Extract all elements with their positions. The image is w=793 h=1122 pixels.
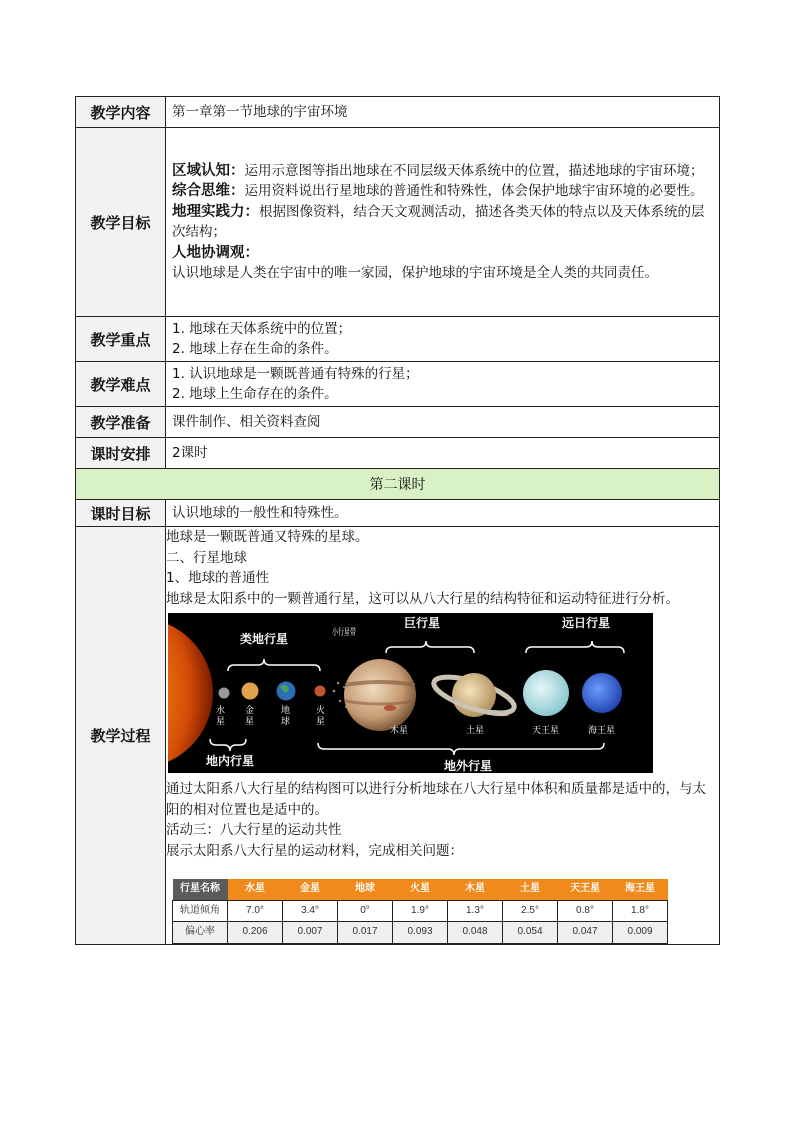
table-cell: 0.007 xyxy=(283,922,338,944)
table-cell: 0.093 xyxy=(393,922,448,944)
objective-text: 根据图像资料，结合天文观测活动，描述各类天体的特点以及天体系统的层次结构； xyxy=(172,203,705,240)
label-far: 远日行星 xyxy=(562,616,611,630)
objective-text: 运用资料说出行星地球的普通性和特殊性，体会保护地球宇宙环境的必要性。 xyxy=(244,183,704,199)
label-process: 教学过程 xyxy=(76,527,166,945)
row-preparation xyxy=(76,407,720,438)
banner-second-lesson: 第二课时 xyxy=(76,469,720,500)
label-giant: 巨行星 xyxy=(404,616,441,630)
table-cell: 1.8° xyxy=(613,900,668,922)
value-objectives xyxy=(166,128,720,317)
table-cell: 7.0° xyxy=(228,900,283,922)
key-point-line: 1. 地球在天体系统中的位置； xyxy=(172,321,352,337)
label-schedule: 课时安排 xyxy=(76,438,166,469)
difficulty-line: 1. 认识地球是一颗既普通有特殊的行星； xyxy=(172,366,419,382)
planet-char: 星 xyxy=(316,717,326,727)
value-process xyxy=(166,527,720,945)
uranus-label: 天王星 xyxy=(532,726,560,736)
row-difficulties xyxy=(76,362,720,407)
row-lesson-goal xyxy=(76,500,720,527)
process-line: 1、地球的普通性 xyxy=(166,570,270,586)
table-cell: 0.017 xyxy=(338,922,393,944)
motion-header: 天王星 xyxy=(558,879,613,900)
planet-name xyxy=(216,704,225,727)
label-terrestrial: 类地行星 xyxy=(240,632,289,646)
table-cell: 1.3° xyxy=(448,900,503,922)
motion-header: 木星 xyxy=(448,879,503,900)
process-line: 二、行星地球 xyxy=(166,549,247,566)
table-cell: 2.5° xyxy=(503,900,558,922)
table-cell: 3.4° xyxy=(283,900,338,922)
label-objectives: 教学目标 xyxy=(76,128,166,317)
row-objectives xyxy=(76,128,720,317)
label-key-points: 教学重点 xyxy=(76,317,166,362)
uranus-icon xyxy=(523,670,569,716)
mercury-icon xyxy=(219,688,230,699)
label-outer: 地外行星 xyxy=(444,759,493,773)
row-key-points xyxy=(76,317,720,362)
table-cell: 0.054 xyxy=(503,922,558,944)
motion-header: 水星 xyxy=(228,879,283,900)
table-row xyxy=(173,900,668,922)
value-schedule: 2课时 xyxy=(166,438,720,469)
table-cell: 0.8° xyxy=(558,900,613,922)
planet-char: 水 xyxy=(216,706,226,716)
label-inner: 地内行星 xyxy=(206,754,255,768)
planet-char: 星 xyxy=(216,717,226,727)
value-key-points xyxy=(166,317,720,362)
planet-char: 星 xyxy=(245,717,255,727)
planet-char: 火 xyxy=(316,706,326,716)
planet-char: 金 xyxy=(245,706,255,716)
table-cell: 0.206 xyxy=(228,922,283,944)
value-lesson-goal: 认识地球的一般性和特殊性。 xyxy=(166,500,720,527)
planet-name xyxy=(316,704,325,727)
objective-text: 运用示意图等指出地球在不同层级天体系统中的位置，描述地球的宇宙环境； xyxy=(244,162,704,179)
table-cell: 0° xyxy=(338,900,393,922)
label-lesson-goal: 课时目标 xyxy=(76,500,166,527)
neptune-icon xyxy=(582,673,622,713)
label-difficulties: 教学难点 xyxy=(76,362,166,407)
table-cell: 1.9° xyxy=(393,900,448,922)
row-content xyxy=(76,97,720,128)
difficulty-line: 2. 地球上生命存在的条件。 xyxy=(172,386,338,402)
table-cell: 轨道倾角 xyxy=(173,900,228,922)
value-difficulties xyxy=(166,362,720,407)
row-schedule xyxy=(76,438,720,469)
saturn-label: 土星 xyxy=(466,726,485,736)
table-cell: 0.009 xyxy=(613,922,668,944)
motion-header: 海王星 xyxy=(613,879,668,900)
neptune-label: 海王星 xyxy=(588,726,616,736)
table-cell: 0.048 xyxy=(448,922,503,944)
planet-char: 地 xyxy=(281,706,291,716)
motion-header: 金星 xyxy=(283,879,338,900)
label-asteroid-belt: 小行星带 xyxy=(332,628,369,638)
table-cell: 0.047 xyxy=(558,922,613,944)
mars-icon xyxy=(315,686,326,697)
motion-header: 火星 xyxy=(393,879,448,900)
row-banner xyxy=(76,469,720,500)
objective-title: 地理实践力： xyxy=(172,203,259,220)
motion-header-row xyxy=(173,879,668,900)
motion-header: 行星名称 xyxy=(173,879,228,900)
lesson-plan-table xyxy=(75,96,720,945)
table-row xyxy=(173,922,668,944)
solar-system-figure xyxy=(168,613,653,773)
process-line: 地球是太阳系中的一颗普通行星，这可以从八大行星的结构特征和运动特征进行分析。 xyxy=(166,590,679,607)
planet-char: 球 xyxy=(281,717,291,727)
jupiter-label: 木星 xyxy=(390,726,409,736)
objective-title: 综合思维： xyxy=(172,183,245,199)
process-line: 活动三：八大行星的运动共性 xyxy=(166,822,342,838)
venus-icon xyxy=(242,683,259,700)
objective-text: 认识地球是人类在宇宙中的唯一家园，保护地球的宇宙环境是全人类的共同责任。 xyxy=(172,265,658,281)
objective-title: 人地协调观： xyxy=(172,244,259,261)
jupiter-icon xyxy=(344,659,416,731)
value-preparation: 课件制作、相关资料查阅 xyxy=(166,407,720,438)
table-cell: 偏心率 xyxy=(173,922,228,944)
motion-header: 土星 xyxy=(503,879,558,900)
motion-header: 地球 xyxy=(338,879,393,900)
label-content: 教学内容 xyxy=(76,97,166,128)
objective-title: 区域认知： xyxy=(172,162,245,179)
planet-motion-table xyxy=(172,879,668,944)
value-content: 第一章第一节地球的宇宙环境 xyxy=(166,97,720,128)
label-preparation: 教学准备 xyxy=(76,407,166,438)
key-point-line: 2. 地球上存在生命的条件。 xyxy=(172,341,338,357)
planet-name xyxy=(281,704,290,727)
process-line: 展示太阳系八大行星的运动材料，完成相关问题： xyxy=(166,842,463,859)
planet-name xyxy=(245,704,254,727)
row-process xyxy=(76,527,720,945)
process-line: 地球是一颗既普通又特殊的星球。 xyxy=(166,529,369,545)
process-line: 通过太阳系八大行星的结构图可以进行分析地球在八大行星中体积和质量都是适中的，与太阳的相对位置也是适中的。 xyxy=(166,781,706,818)
